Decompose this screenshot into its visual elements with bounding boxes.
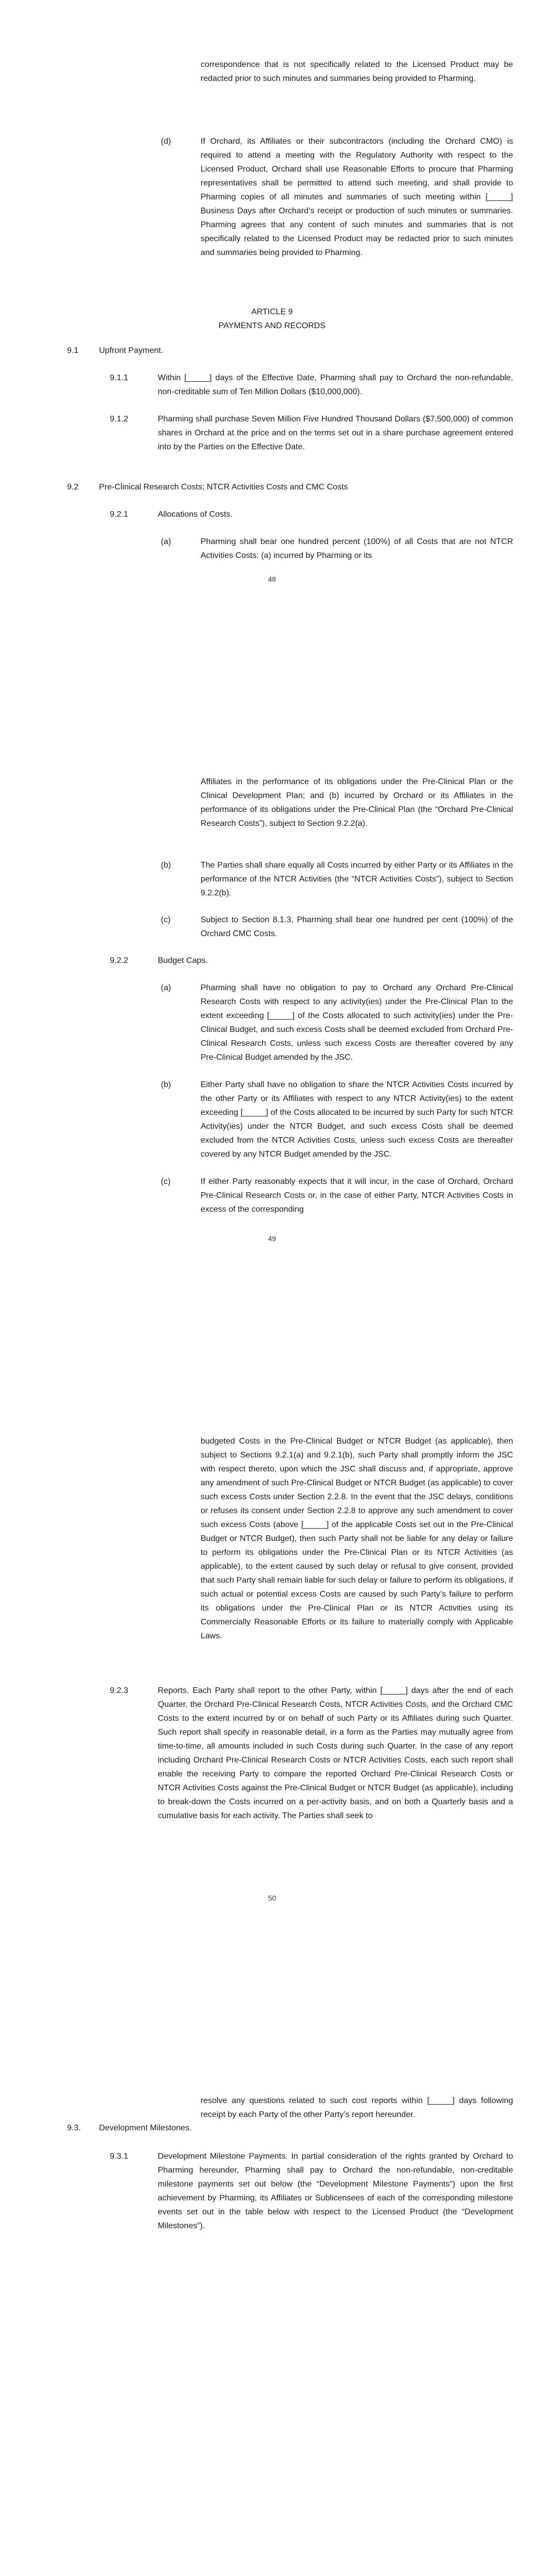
section-9-2-1-title: Allocations of Costs. xyxy=(158,510,233,519)
budget-clause-a-text: Pharming shall have no obligation to pay to Orchard any Orchard Pre-Clinical Research Costs with respect to any activity(ies) under the Pre-Clinical Plan to the extent exceeding [_____] of the Costs allocated to such activity(ies) under the Pre-Clinical Budget, and such excess Costs shall be deemed excluded from Orchard Pre-Clinical Research Costs, unless such excess Costs are thereafter covered by any Pre-Clinical Budget amended by the JSC. xyxy=(201,984,513,1062)
clause-a-text: Pharming shall bear one hundred percent (100%) of all Costs that are not NTCR Activities Costs: (a) incurred by Pharming or its xyxy=(201,537,513,560)
page-number: 50 xyxy=(268,1894,276,1902)
section-9-2-number: 9.2 xyxy=(67,483,79,492)
section-9-1-title: Upfront Payment. xyxy=(99,346,163,355)
clause-c-text: Subject to Section 8.1.3, Pharming shall bear one hundred per cent (100%) of the Orchard CMC Costs. xyxy=(201,916,513,938)
section-9-3-1-text: Development Milestone Payments. In partial consideration of the rights granted by Orchard to Pharming hereunder, Pharming shall pay to Orchard the non-refundable, non-creditable milestone payments set out below (the “Development Milestone Payments”) upon the first achievement by Pharming, its Affiliates or Sublicensees of each of the corresponding milestone events set out in the table below with respect to the Licensed Product (the “Development Milestones”). xyxy=(158,2152,513,2230)
clause-label-a: (a) xyxy=(161,537,171,546)
budget-clause-c-text: If either Party reasonably expects that it will incur, in the case of Orchard, Orchard Pre-Clinical Research Costs or, in the case of either Party, NTCR Activities Costs in excess of the corresponding xyxy=(201,1177,513,1214)
section-9-1-1-text: Within [_____] days of the Effective Date, Pharming shall pay to Orchard the non-refundable, non-creditable sum of Ten Million Dollars ($10,000,000). xyxy=(158,374,513,396)
clause-d-text: If Orchard, its Affiliates or their subcontractors (including the Orchard CMO) is required to attend a meeting with the Regulatory Authority with respect to the Licensed Product, Orchard shall use Reasonable Efforts to procure that Pharming representatives shall be permitted to attend such meeting, and shall provide to Pharming copies of all minutes and summaries of such meeting within [_____] Business Days after Orchard’s receipt or production of such minutes or summaries. Pharming agrees that any content of such minutes and summaries that is not specifically related to the Licensed Product may be redacted prior to such minutes and summaries being provided to Pharming. xyxy=(201,137,513,257)
section-9-1-2-text: Pharming shall purchase Seven Million Five Hundred Thousand Dollars ($7,500,000) of common shares in Orchard at the price and on the terms set out in a share purchase agreement entered into by the Parties on the Effective Date. xyxy=(158,415,513,451)
section-9-2-3-number: 9.2.3 xyxy=(110,1686,128,1695)
section-9-3-number: 9.3. xyxy=(67,2124,81,2132)
section-9-3-title: Development Milestones. xyxy=(99,2124,192,2132)
section-9-2-3-text: Reports. Each Party shall report to the other Party, within [_____] days after the end of each Quarter, the Orchard Pre-Clinical Research Costs, NTCR Activities Costs, and the Orchard CMC Costs to the extent incurred by or on behalf of such Party or its Affiliates during such Quarter. Such report shall specify in reasonable detail, in a form as the Parties may mutually agree from time-to-time, all amounts included in such Costs during such Quarter. In the case of any report including Orchard Pre-Clinical Research Costs or NTCR Activities Costs, each such report shall enable the receiving Party to compare the reported Orchard Pre-Clinical Research Costs or NTCR Activities Costs against the Pre-Clinical Budget or NTCR Budget (as applicable), including to break-down the Costs incurred on a per-activity basis, and on both a Quarterly basis and a cumulative basis for each activity. The Parties shall seek to xyxy=(158,1686,513,1820)
article-title: PAYMENTS AND RECORDS xyxy=(218,321,326,330)
continuation-paragraph: resolve any questions related to such cost reports within [_____] days following receipt by each Party of the other Party’s report hereunder. xyxy=(201,2096,513,2119)
section-9-2-2-number: 9.2.2 xyxy=(110,956,128,965)
section-9-1-1-number: 9.1.1 xyxy=(110,374,128,382)
budget-clause-b-text: Either Party shall have no obligation to share the NTCR Activities Costs incurred by the other Party or its Affiliates with respect to any NTCR Activity(ies) to the extent exceeding [_____] of the Costs allocated to be incurred by such Party for such NTCR Activity(ies) under the NTCR Budget, and such excess Costs shall be deemed excluded from the NTCR Activities Costs, unless such excess Costs are thereafter covered by any NTCR Budget amended by the JSC. xyxy=(201,1080,513,1159)
page-number: 48 xyxy=(268,575,276,583)
clause-label-c: (c) xyxy=(161,916,171,924)
budget-clause-label-b: (b) xyxy=(161,1080,171,1089)
clause-b-text: The Parties shall share equally all Costs incurred by either Party or its Affiliates in the performance of the NTCR Activities (the “NTCR Activities Costs”), subject to Section 9.2.2(b). xyxy=(201,861,513,897)
continuation-paragraph: correspondence that is not specifically related to the Licensed Product may be redacted prior to such minutes and summaries being provided to Pharming. xyxy=(201,60,513,83)
budget-clause-label-c: (c) xyxy=(161,1177,171,1186)
budget-clause-label-a: (a) xyxy=(161,984,171,992)
section-9-2-1-number: 9.2.1 xyxy=(110,510,128,519)
page-number: 49 xyxy=(268,1234,276,1243)
article-number: ARTICLE 9 xyxy=(251,308,293,316)
clause-c-continuation: budgeted Costs in the Pre-Clinical Budget or NTCR Budget (as applicable), then subject to Sections 9.2.1(a) and 9.2.1(b), such Party shall promptly inform the JSC with respect thereto, upon which the JSC shall discuss and, if appropriate, approve any amendment of such Pre-Clinical Budget or NTCR Budget (as applicable) to cover such excess Costs under Section 2.2.8. In the event that the JSC delays, conditions or refuses its consent under Section 2.2.8 to approve any such amendment to cover such excess Costs (above [_____] of the applicable Costs set out in the Pre-Clinical Budget or NTCR Budget), then such Party shall not be liable for any delay or failure to perform its obligations under the Pre-Clinical Plan or its NTCR Activities (as applicable), to the extent caused by such delay or refusal to give consent, provided that such Party shall remain liable for such delay or failure to perform its obligations, if such actual or potential excess Costs are caused by such Party’s failure to perform its obligations under the Pre-Clinical Plan or its NTCR Activities using its Commercially Reasonable Efforts or its failure to materially comply with Applicable Laws. xyxy=(201,1437,513,1640)
section-9-1-2-number: 9.1.2 xyxy=(110,415,128,423)
clause-a-continuation: Affiliates in the performance of its obligations under the Pre-Clinical Plan or the Clinical Development Plan; and (b) incurred by Orchard or its Affiliates in the performance of its obligations under the Pre-Clinical Plan (the “Orchard Pre-Clinical Research Costs”), subject to Section 9.2.2(a). xyxy=(201,777,513,828)
section-9-2-title: Pre-Clinical Research Costs; NTCR Activities Costs and CMC Costs xyxy=(99,483,348,492)
clause-label-b: (b) xyxy=(161,861,171,870)
section-9-3-1-number: 9.3.1 xyxy=(110,2152,128,2161)
section-9-1-number: 9.1 xyxy=(67,346,79,355)
section-9-2-2-title: Budget Caps. xyxy=(158,956,208,965)
clause-label-d: (d) xyxy=(161,137,171,146)
